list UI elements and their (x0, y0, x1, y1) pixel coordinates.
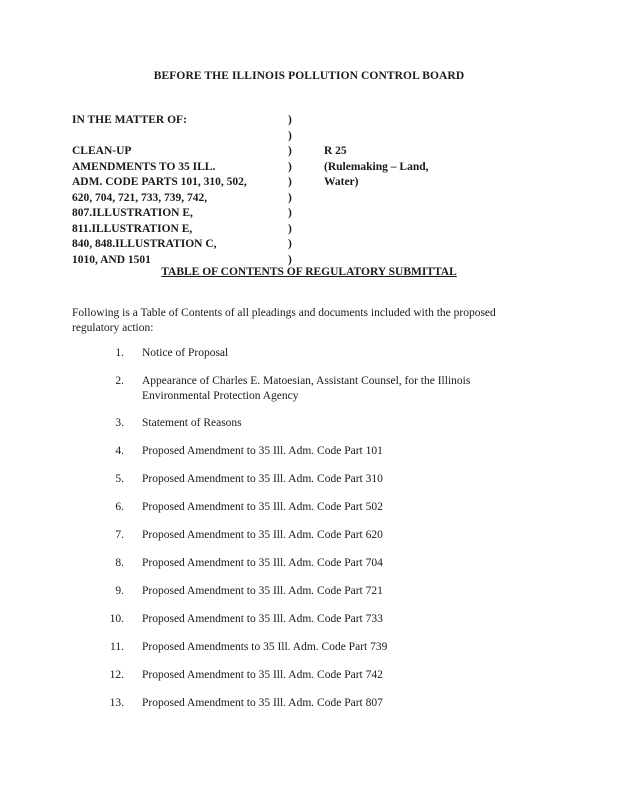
toc-item (0, 696, 618, 711)
toc-item-number: 5. (115, 473, 124, 485)
toc-item-text: Proposed Amendment to 35 Ill. Adm. Code Part 704 (142, 557, 383, 569)
toc-item-text: Proposed Amendment to 35 Ill. Adm. Code Part 733 (142, 613, 383, 625)
toc-item-text: Notice of Proposal (142, 347, 229, 359)
toc-item-text: Proposed Amendment to 35 Ill. Adm. Code Part 310 (142, 473, 383, 485)
docket-number: R 25 (324, 145, 347, 157)
toc-item (0, 374, 618, 403)
caption-paren: ) (288, 238, 292, 250)
toc-item-number: 10. (109, 613, 124, 625)
caption-paren: ) (288, 222, 292, 235)
rulemaking-type-cont: Water) (324, 176, 359, 188)
toc-item-number: 11. (110, 641, 124, 653)
toc-list (0, 346, 618, 724)
caption-line (72, 113, 552, 129)
toc-item-number: 12. (109, 669, 124, 681)
toc-item (0, 444, 618, 459)
caption-line (72, 175, 552, 191)
caption-line (72, 206, 552, 222)
toc-item (0, 640, 618, 655)
caption-paren: ) (288, 160, 292, 173)
caption-line (72, 160, 552, 176)
toc-item (0, 346, 618, 361)
caption-paren: ) (288, 191, 292, 204)
toc-item (0, 668, 618, 683)
caption-paren: ) (288, 145, 292, 157)
caption-left: 811.ILLUSTRATION E, (72, 222, 193, 235)
caption-paren: ) (288, 176, 292, 188)
caption-left: 807.ILLUSTRATION E, (72, 207, 193, 219)
toc-item-text: Proposed Amendment to 35 Ill. Adm. Code Part 502 (142, 501, 383, 513)
case-caption (72, 113, 552, 268)
toc-item-number: 6. (115, 501, 124, 513)
toc-item (0, 556, 618, 571)
toc-item-text: Proposed Amendments to 35 Ill. Adm. Code Part 739 (142, 641, 388, 653)
board-title: BEFORE THE ILLINOIS POLLUTION CONTROL BOARD (153, 70, 465, 82)
caption-line (72, 237, 552, 253)
caption-paren: ) (288, 253, 292, 266)
toc-item (0, 612, 618, 627)
toc-item-text: Proposed Amendment to 35 Ill. Adm. Code Part 620 (142, 529, 383, 541)
toc-item-number: 4. (115, 445, 124, 457)
caption-paren: ) (288, 114, 292, 126)
toc-item (0, 528, 618, 543)
toc-item (0, 584, 618, 599)
toc-item-text: Proposed Amendment to 35 Ill. Adm. Code Part 807 (142, 697, 383, 709)
toc-item-number: 8. (115, 557, 124, 569)
caption-line (72, 191, 552, 207)
toc-item-number: 2. (115, 375, 124, 387)
toc-item-text: Proposed Amendment to 35 Ill. Adm. Code Part 742 (142, 669, 383, 681)
toc-item-text: Proposed Amendment to 35 Ill. Adm. Code Part 101 (142, 445, 383, 457)
caption-line (72, 144, 552, 160)
toc-item (0, 416, 618, 431)
caption-left: 1010, AND 1501 (72, 253, 151, 266)
toc-item-number: 3. (115, 417, 124, 429)
toc-item-number: 9. (115, 585, 124, 597)
toc-item-text: Proposed Amendment to 35 Ill. Adm. Code Part 721 (142, 585, 383, 597)
caption-paren: ) (288, 207, 292, 219)
caption-left: IN THE MATTER OF: (72, 114, 187, 126)
caption-left: 620, 704, 721, 733, 739, 742, (72, 191, 208, 204)
caption-left: ADM. CODE PARTS 101, 310, 502, (72, 176, 247, 188)
toc-item (0, 500, 618, 515)
caption-left: AMENDMENTS TO 35 ILL. (72, 160, 216, 173)
caption-line (72, 129, 552, 145)
caption-left: 840, 848.ILLUSTRATION C, (72, 238, 217, 250)
caption-paren: ) (288, 129, 292, 142)
toc-item-text: Appearance of Charles E. Matoesian, Assistant Counsel, for the Illinois Environmental Protection Agency (142, 375, 471, 402)
caption-line (72, 222, 552, 238)
toc-item-number: 7. (115, 529, 124, 541)
toc-intro: Following is a Table of Contents of all pleadings and documents included with the proposed regulatory action: (72, 307, 496, 334)
toc-item-number: 1. (115, 347, 124, 359)
rulemaking-type: (Rulemaking – Land, (324, 160, 429, 173)
toc-item-text: Statement of Reasons (142, 417, 242, 429)
toc-item (0, 472, 618, 487)
toc-title: TABLE OF CONTENTS OF REGULATORY SUBMITTAL (161, 266, 457, 278)
caption-left: CLEAN-UP (72, 145, 132, 157)
toc-item-number: 13. (109, 697, 124, 709)
